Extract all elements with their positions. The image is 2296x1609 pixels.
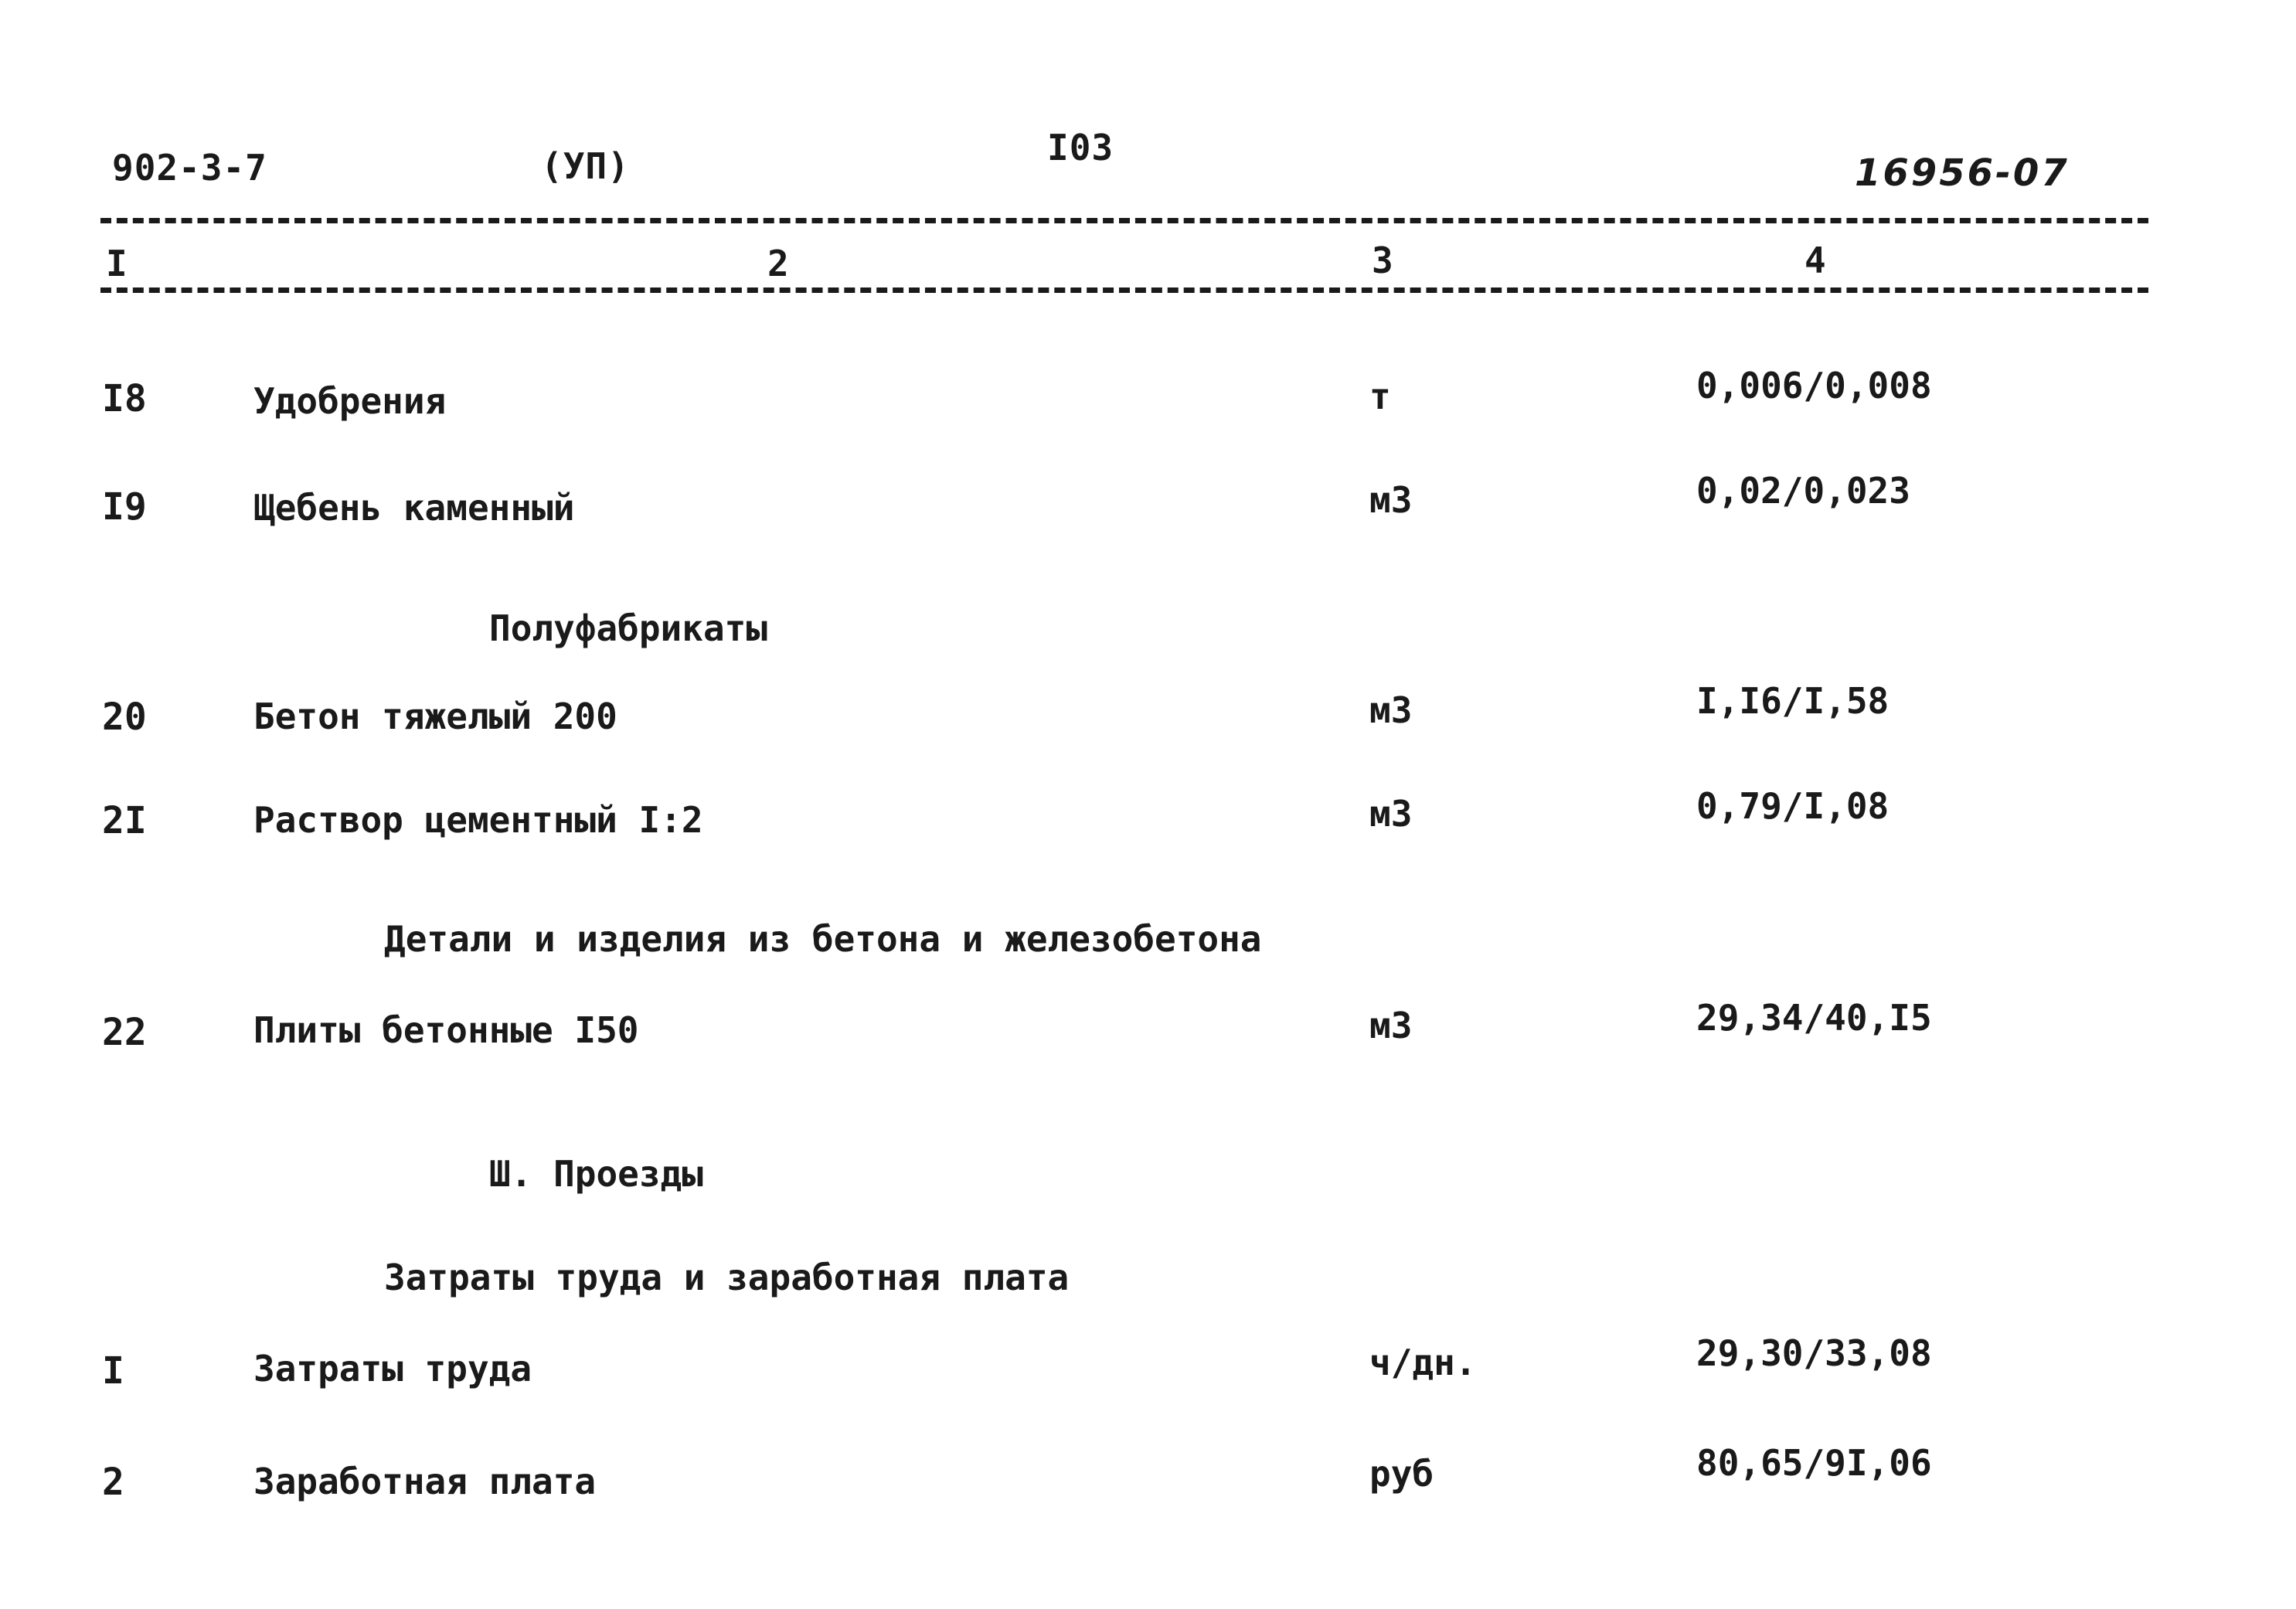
row-value: 80,65/9I,06 — [1696, 1442, 1932, 1484]
row-number: 22 — [102, 1011, 147, 1054]
row-unit: м3 — [1369, 689, 1413, 731]
page-number: I03 — [1047, 127, 1114, 168]
row-number: I — [102, 1349, 124, 1393]
row-number: 2 — [102, 1461, 124, 1504]
row-name: Щебень каменный — [253, 487, 575, 529]
row-value: I,I6/I,58 — [1696, 680, 1890, 722]
row-value: 0,79/I,08 — [1696, 785, 1890, 827]
row-name: Раствор цементный I:2 — [253, 799, 703, 841]
section-heading-semi-finished: Полуфабрикаты — [489, 607, 768, 649]
row-number: I9 — [102, 485, 147, 529]
row-name: Плиты бетонные I50 — [253, 1009, 639, 1051]
row-unit: т — [1369, 376, 1391, 417]
column-number-3: 3 — [1372, 240, 1393, 281]
row-name: Заработная плата — [253, 1461, 597, 1502]
header-top-divider — [100, 218, 2148, 223]
row-value: 0,006/0,008 — [1696, 365, 1932, 407]
document-type: (УП) — [541, 145, 630, 187]
section-heading-details: Детали и изделия из бетона и железобетона — [384, 918, 1262, 960]
row-unit: м3 — [1369, 793, 1413, 835]
row-number: I8 — [102, 377, 147, 420]
column-number-2: 2 — [767, 243, 789, 284]
row-number: 2I — [102, 799, 147, 842]
row-value: 29,30/33,08 — [1696, 1332, 1932, 1374]
sheet-number: 16956-07 — [1855, 151, 2070, 195]
column-number-4: 4 — [1804, 240, 1826, 281]
row-unit: м3 — [1369, 479, 1413, 521]
row-number: 20 — [102, 696, 147, 739]
header-bottom-divider — [100, 287, 2148, 293]
document-code: 902-3-7 — [112, 147, 267, 189]
row-name: Затраты труда — [253, 1348, 532, 1390]
row-value: 29,34/40,I5 — [1696, 997, 1932, 1039]
column-number-1: I — [106, 243, 128, 284]
row-unit: руб — [1369, 1453, 1434, 1495]
row-value: 0,02/0,023 — [1696, 470, 1910, 512]
row-unit: ч/дн. — [1369, 1342, 1477, 1383]
row-name: Удобрения — [253, 380, 447, 422]
section-heading-roads: Ш. Проезды — [489, 1153, 703, 1195]
row-unit: м3 — [1369, 1005, 1413, 1046]
row-name: Бетон тяжелый 200 — [253, 696, 617, 737]
section-heading-labor: Затраты труда и заработная плата — [384, 1257, 1070, 1298]
